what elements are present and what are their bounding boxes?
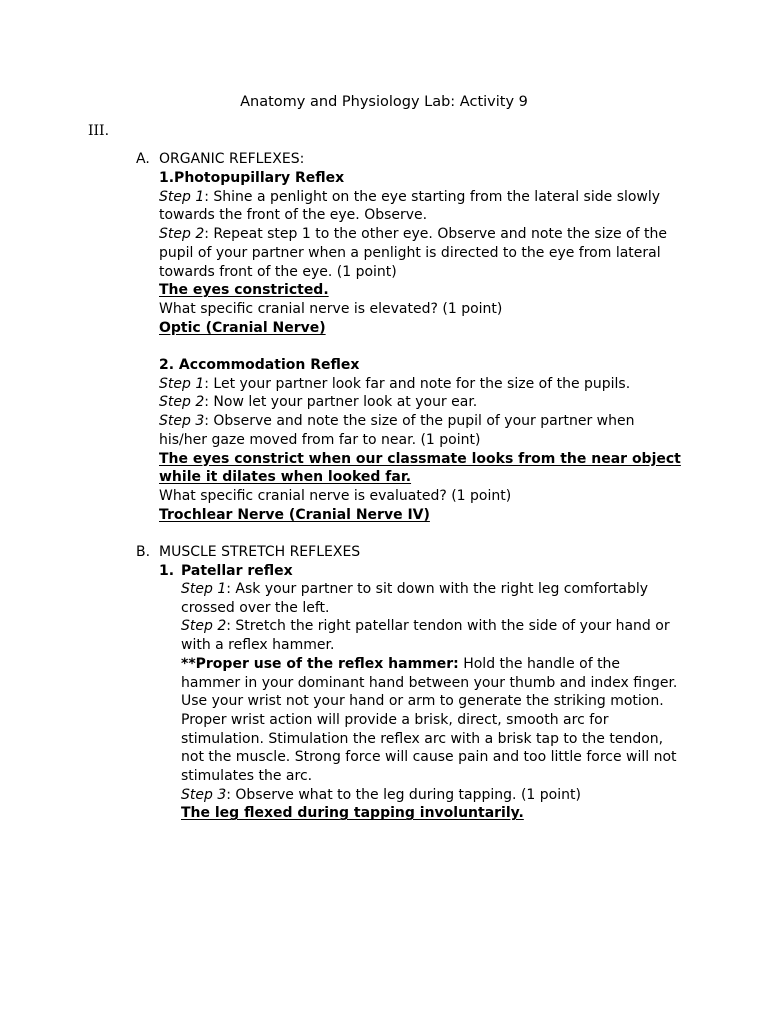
patellar-step1-line2: crossed over the left. bbox=[181, 599, 330, 616]
patellar-heading: Patellar reflex bbox=[181, 563, 293, 579]
reflex-hammer-note-line3: Use your wrist not your hand or arm to generate the striking motion. bbox=[181, 693, 664, 710]
accommodation-question: What specific cranial nerve is evaluated? (1 point) bbox=[159, 487, 512, 504]
photopupillary-step1-line2: towards the front of the eye. Observe. bbox=[159, 207, 428, 224]
accommodation-reflex-block bbox=[159, 356, 681, 524]
photopupillary-step2-line2: pupil of your partner when a penlight is directed to the eye from lateral bbox=[159, 244, 661, 261]
patellar-answer: The leg flexed during tapping involuntarily. bbox=[181, 805, 524, 822]
reflex-hammer-note-line7: stimulates the arc. bbox=[181, 768, 313, 785]
reflex-hammer-note-line4: Proper wrist action will provide a brisk, direct, smooth arc for bbox=[181, 711, 609, 728]
photopupillary-answer-1: The eyes constricted. bbox=[159, 282, 329, 299]
reflex-hammer-note-line6: not the muscle. Strong force will cause pain and too little force will not bbox=[181, 749, 677, 766]
accommodation-answer-1-line2: while it dilates when looked far. bbox=[159, 469, 412, 486]
photopupillary-step2-line3: towards front of the eye. (1 point) bbox=[159, 263, 397, 280]
photopupillary-heading: 1.Photopupillary Reflex bbox=[159, 170, 345, 186]
patellar-step3: Step 3: Observe what to the leg during tapping. (1 point) bbox=[181, 786, 581, 803]
photopupillary-question: What specific cranial nerve is elevated? (1 point) bbox=[159, 300, 503, 317]
accommodation-answer-1-line1: The eyes constrict when our classmate looks from the near object bbox=[159, 450, 681, 467]
accommodation-step2: Step 2: Now let your partner look at your ear. bbox=[159, 394, 478, 411]
section-b-heading: MUSCLE STRETCH REFLEXES bbox=[159, 544, 361, 560]
part-number: III. bbox=[88, 123, 110, 139]
photopupillary-step2-line1: Step 2: Repeat step 1 to the other eye. Observe and note the size of the bbox=[159, 226, 667, 243]
accommodation-step3-line2: his/her gaze moved from far to near. (1 point) bbox=[159, 431, 481, 448]
section-a-letter: A. bbox=[136, 151, 150, 167]
section-b-letter: B. bbox=[136, 544, 151, 560]
accommodation-answer-2: Trochlear Nerve (Cranial Nerve IV) bbox=[159, 506, 430, 523]
reflex-hammer-note-line2: hammer in your dominant hand between your thumb and index finger. bbox=[181, 674, 678, 691]
reflex-hammer-note-line5: stimulation. Stimulation the reflex arc with a brisk tap to the tendon, bbox=[181, 730, 664, 747]
patellar-step1-line1: Step 1: Ask your partner to sit down with the right leg comfortably bbox=[181, 581, 649, 597]
section-a-heading: ORGANIC REFLEXES: bbox=[159, 151, 305, 167]
reflex-hammer-note-line1: **Proper use of the reflex hammer: Hold the handle of the bbox=[181, 655, 621, 672]
document-title: Anatomy and Physiology Lab: Activity 9 bbox=[240, 94, 528, 110]
accommodation-step1: Step 1: Let your partner look far and note for the size of the pupils. bbox=[159, 375, 631, 392]
patellar-reflex-block bbox=[181, 580, 677, 823]
photopupillary-answer-2: Optic (Cranial Nerve) bbox=[159, 319, 326, 336]
patellar-step2-line2: with a reflex hammer. bbox=[181, 637, 335, 654]
accommodation-heading: 2. Accommodation Reflex bbox=[159, 357, 360, 373]
patellar-number: 1. bbox=[159, 563, 175, 579]
photopupillary-reflex-block bbox=[159, 169, 667, 337]
photopupillary-step1-line1: Step 1: Shine a penlight on the eye starting from the lateral side slowly bbox=[159, 188, 661, 205]
patellar-step2-line1: Step 2: Stretch the right patellar tendon with the side of your hand or bbox=[181, 618, 670, 635]
accommodation-step3-line1: Step 3: Observe and note the size of the pupil of your partner when bbox=[159, 413, 635, 430]
